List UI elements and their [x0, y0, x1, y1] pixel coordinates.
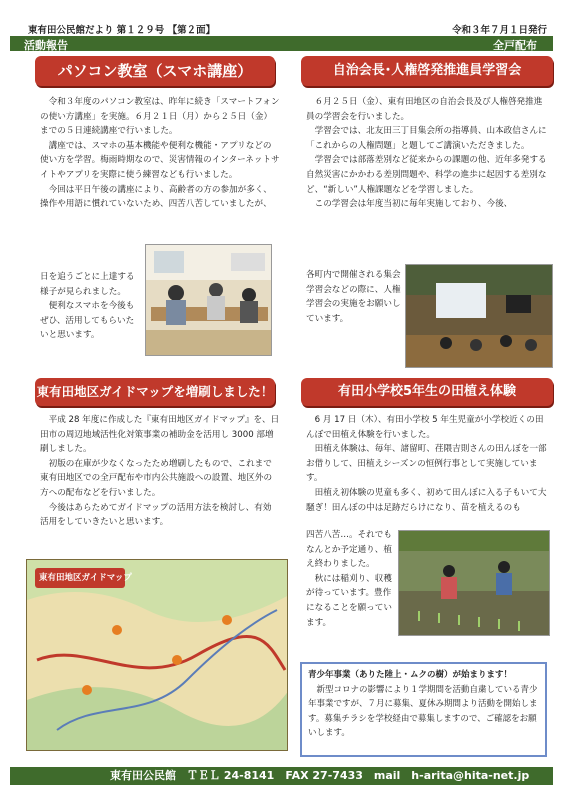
- jichikai-heading: 自治会長･人権啓発推進員学習会: [301, 56, 553, 86]
- map-title: 東有田地区ガイドマップ: [39, 573, 132, 583]
- paragraph: 講座では、スマホの基本機能や便利な機能・アプリなどの使い方を学習。梅雨時期なので、災害情報のインターネットサイトやアプリを実際に使う練習なども行いました。: [40, 140, 280, 180]
- paragraph: 秋には稲刈り、収穫が待っています。豊作になることを願っています。: [306, 573, 392, 628]
- paragraph: ６月２５日（金）、東有田地区の自治会長及び人権啓発推進員の学習会を行いました。: [306, 97, 543, 122]
- guide-map-image: [26, 559, 288, 751]
- jichikai-body: [306, 95, 549, 212]
- jichikai-photo: [405, 264, 553, 368]
- paragraph: 学習会では部落差別など従来からの課題の他、近年多発する自然災害にかかわる差別問題や、科学の進歩に起因する差別など、“新しい”人権課題などを学習しました。: [306, 155, 547, 195]
- taue-body-cont: [306, 528, 396, 630]
- paragraph: 平成 28 年度に作成した『東有田地区ガイドマップ』を、日田市の周辺地域活性化対策事業の補助金を活用し 3000 部増刷しました。: [40, 415, 280, 455]
- paragraph: 学習会では、北友田三丁目集会所の指導員、山本政信さんに「これからの人権問題」と題してご講演いただきました。: [306, 126, 547, 151]
- youth-program-notice: [300, 662, 547, 757]
- guidemap-heading: 東有田地区ガイドマップを増刷しました！: [35, 378, 275, 406]
- taue-body: [306, 413, 549, 515]
- paragraph: 便利なスマホを今後もぜひ、活用してもらいたいと思います。: [40, 301, 135, 341]
- bar-left-label: 活動報告: [24, 39, 68, 52]
- paragraph: 今後はあらためてガイドマップの活用方法を検討し、有効活用をしていきたいと思います。: [40, 502, 272, 528]
- pc-class-body: [40, 95, 280, 212]
- notice-body: 新型コロナの影響により１学期間を活動自粛している青少年事業ですが、７月に募集、夏休み期間より活動を開始します。募集チラシを学校経由で募集しますので、ご確認をお願いします。: [308, 684, 538, 739]
- jichikai-body-cont: [306, 268, 404, 326]
- pc-class-photo: [145, 244, 272, 356]
- pc-class-heading: パソコン教室（スマホ講座）: [35, 56, 275, 86]
- paragraph: 日を追うごとに上達する様子が見られました。: [40, 272, 135, 297]
- pc-class-body-cont: [40, 270, 140, 343]
- footer-contact: 東有田公民館 ＴＥＬ 24-8141 FAX 27-7433 mail h-arita@hita-net.jp: [10, 767, 553, 785]
- newsletter-title: 東有田公民館だより 第１２９号 【第２面】: [28, 25, 216, 36]
- paragraph: 令和３年度のパソコン教室は、昨年に続き「スマートフォンの使い方講座」を実施。６月２１日（月）から２５日（金）までの５日連続講座で行いました。: [40, 97, 280, 137]
- paragraph: 各町内で開催される集会学習会などの際に、人権学習会の実施をお願いしています。: [306, 270, 401, 324]
- bar-right-label: 全戸配布: [493, 39, 537, 52]
- taue-heading: 有田小学校5年生の田植え体験: [301, 378, 553, 406]
- paragraph: 田植え体験は、毎年、諸留町、荏隈吉則さんの田んぼを一部お借りして、田植えシーズンの恒例行事として実施しています。: [306, 444, 547, 484]
- issue-date: 令和３年７月１日発行: [451, 25, 547, 36]
- paragraph: 今回は平日午後の講座により、高齢者の方の参加が多く、操作や用語に慣れていないため、四苦八苦していましたが、: [40, 184, 272, 210]
- section-bar: [10, 36, 553, 51]
- paragraph: 初版の在庫が少なくなったため増刷したもので、これまで東有田地区での全戸配布や市内公共施設への設置、地区外の方への配布などを行いました。: [40, 458, 273, 498]
- guidemap-body: [40, 413, 280, 530]
- paragraph: この学習会は年度当初に毎年実施しており、今後、: [314, 199, 513, 210]
- paragraph: 田植え初体験の児童も多く、初めて田んぼに入る子もいて大騒ぎ！田んぼの中は足跡だらけになり、苗を植えるのも: [306, 487, 547, 513]
- notice-title: 青少年事業（ありた陸上・ムクの樹）が始まります！: [308, 670, 513, 680]
- paragraph: 6 月 17 日（木）、有田小学校 5 年生児童が小学校近くの田んぼで田植え体験を行いました。: [306, 415, 544, 440]
- paragraph: 四苦八苦…。それでもなんとか予定通り、植え終わりました。: [306, 530, 392, 570]
- newsletter-header: [10, 22, 555, 36]
- taue-photo: [398, 530, 550, 636]
